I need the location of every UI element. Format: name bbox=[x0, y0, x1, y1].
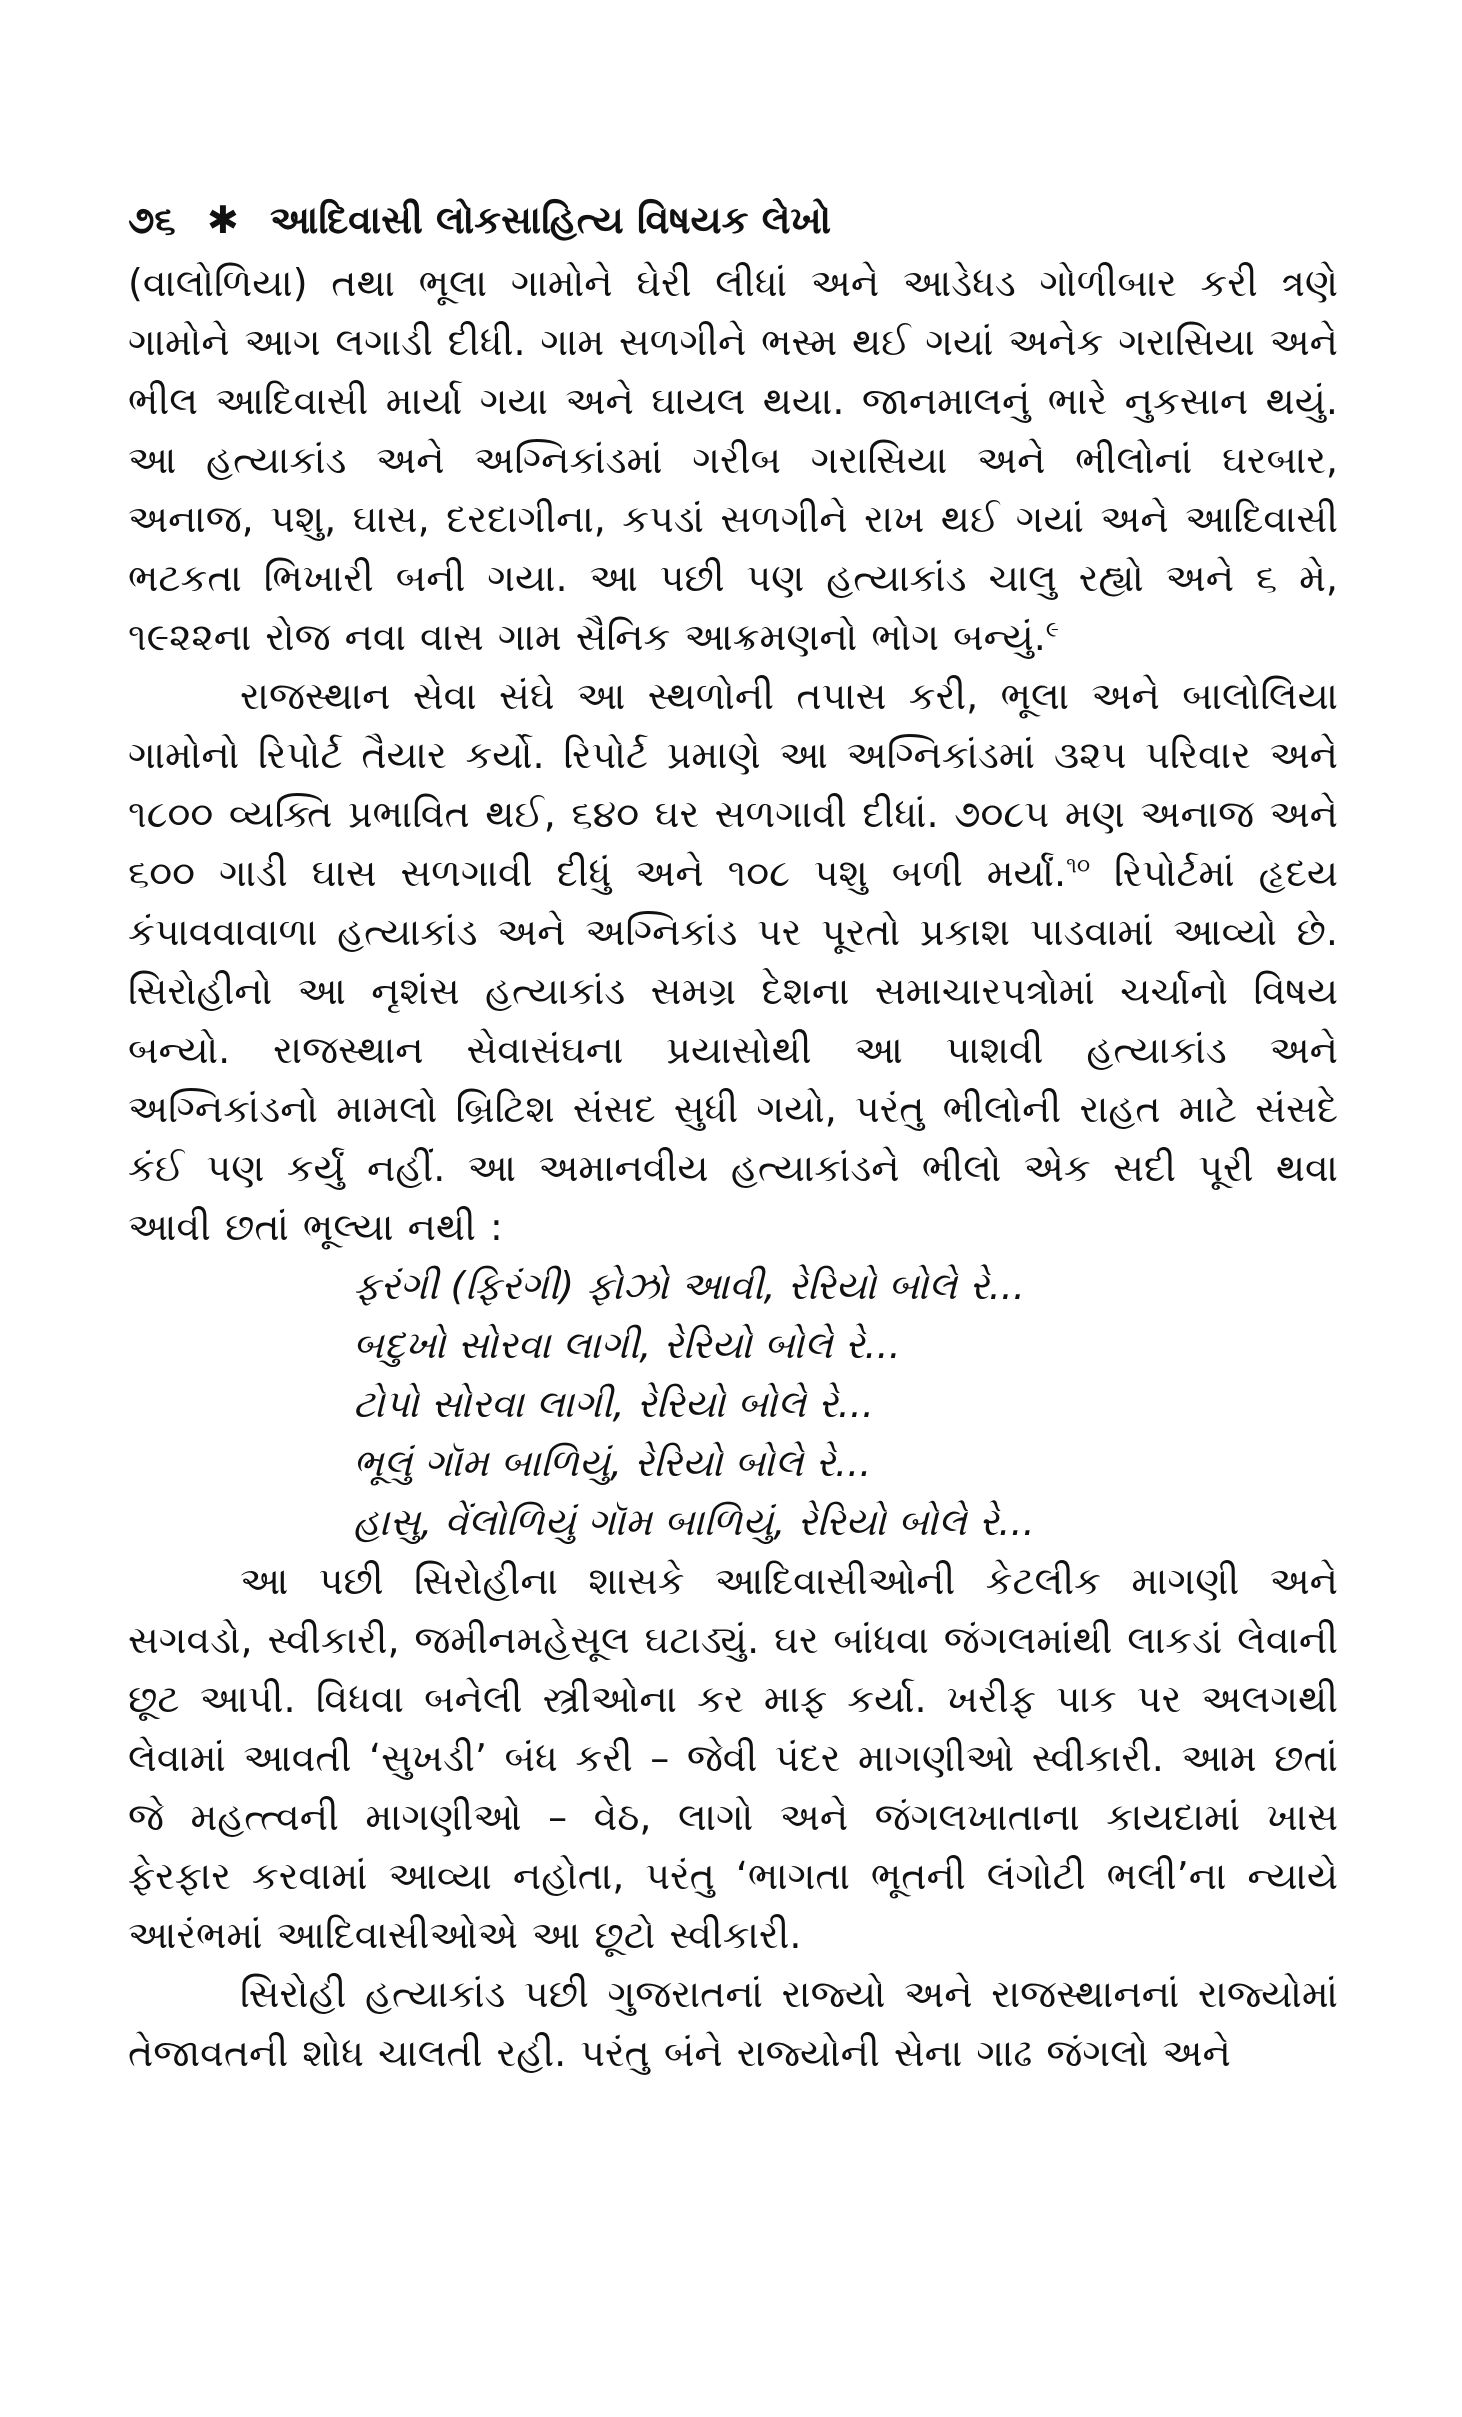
paragraph-4: સિરોહી હત્યાકાંડ પછી ગુજરાતનાં રાજ્યો અને રાજસ્થાનનાં રાજ્યોમાં તેજાવતની શોધ ચાલતી રહી. પરંતુ બંને રાજ્યોની સેના ગાઢ જંગલો અને bbox=[128, 1972, 1338, 2075]
verse-line: બદુખો સોરવા લાગી, રેરિયો બોલે રે... bbox=[353, 1323, 901, 1367]
paragraph-1 bbox=[128, 254, 1338, 667]
verse-line: ફરંગી (ફિરંગી) ફોઝો આવી, રેરિયો બોલે રે... bbox=[353, 1264, 1025, 1308]
paragraph-2-text: રાજસ્થાન સેવા સંઘે આ સ્થળોની તપાસ કરી, ભૂલા અને બાલોલિયા ગામોનો રિપોર્ટ તૈયાર કર્યો. રિપોર્ટ પ્રમાણે આ અગ્નિકાંડમાં ૩૨૫ પરિવાર અને ૧૮૦૦ વ્યક્તિ પ્રભાવિત થઈ, ૬૪૦ ઘર સળગાવી દીધાં. ૭૦૮૫ મણ અનાજ અને ૬૦૦ ગાડી ઘાસ સળગાવી દીધું અને ૧૦૮ પશુ બળી મર્યાં. bbox=[128, 674, 1338, 895]
running-head-title: આદિવાસી લોકસાહિત્ય વિષયક લેખો bbox=[270, 198, 832, 242]
paragraph-1-text: (વાલોળિયા) તથા ભૂલા ગામોને ઘેરી લીધાં અને આડેધડ ગોળીબાર કરી ત્રણે ગામોને આગ લગાડી દીધી. ગામ સળગીને ભસ્મ થઈ ગયાં અનેક ગરાસિયા અને ભીલ આદિવાસી માર્યા ગયા અને ઘાયલ થયા. જાનમાલનું ભારે નુકસાન થયું. આ હત્યાકાંડ અને અગ્નિકાંડમાં ગરીબ ગરાસિયા અને ભીલોનાં ઘરબાર, અનાજ, પશુ, ઘાસ, દરદાગીના, કપડાં સળગીને રાખ થઈ ગયાં અને આદિવાસી ભટકતા ભિખારી બની ગયા. આ પછી પણ હત્યાકાંડ ચાલુ રહ્યો અને ૬ મે, ૧૯૨૨ના રોજ નવા વાસ ગામ સૈનિક આક્રમણનો ભોગ બન્યું. bbox=[128, 261, 1338, 659]
verse-line: હાસુ, વેંલોળિયું ગૉમ બાળિયું, રેરિયો બોલે રે... bbox=[353, 1500, 1035, 1544]
footnote-ref-9: ૯ bbox=[1045, 617, 1059, 643]
paragraph-2-text-continued: રિપોર્ટમાં હૃદય કંપાવવાવાળા હત્યાકાંડ અને અગ્નિકાંડ પર પૂરતો પ્રકાશ પાડવામાં આવ્યો છે. સિરોહીનો આ નૃશંસ હત્યાકાંડ સમગ્ર દેશના સમાચારપત્રોમાં ચર્ચાનો વિષય બન્યો. રાજસ્થાન સેવાસંઘના પ્રયાસોથી આ પાશવી હત્યાકાંડ અને અગ્નિકાંડનો મામલો બ્રિટિશ સંસદ સુધી ગયો, પરંતુ ભીલોની રાહત માટે સંસદે કંઈ પણ કર્યું નહીં. આ અમાનવીય હત્યાકાંડને ભીલો એક સદી પૂરી થવા આવી છતાં ભૂલ્યા નથી : bbox=[128, 851, 1338, 1249]
page-number: ૭૬ bbox=[128, 198, 176, 242]
verse-line: ભૂલું ગૉમ બાળિયું, રેરિયો બોલે રે... bbox=[353, 1441, 872, 1485]
paragraph-3: આ પછી સિરોહીના શાસકે આદિવાસીઓની કેટલીક માગણી અને સગવડો, સ્વીકારી, જમીનમહેસૂલ ઘટાડ્યું. ઘર બાંધવા જંગલમાંથી લાકડાં લેવાની છૂટ આપી. વિધવા બનેલી સ્ત્રીઓના કર માફ કર્યા. ખરીફ પાક પર અલગથી લેવામાં આવતી ‘સુખડી’ બંધ કરી – જેવી પંદર માગણીઓ સ્વીકારી. આમ છતાં જે મહત્ત્વની માગણીઓ – વેઠ, લાગો અને જંગલખાતાના કાયદામાં ખાસ ફેરફાર કરવામાં આવ્યા નહોતા, પરંતુ ‘ભાગતા ભૂતની લંગોટી ભલી’ના ન્યાયે આરંભમાં આદિવાસીઓએ આ છૂટો સ્વીકારી. bbox=[128, 1559, 1338, 1957]
verse-line: ટોપો સોરવા લાગી, રેરિયો બોલે રે... bbox=[353, 1382, 874, 1426]
running-head bbox=[128, 190, 1338, 250]
book-page bbox=[128, 190, 1338, 2083]
paragraph-2 bbox=[128, 667, 1338, 1257]
footnote-ref-10: ૧૦ bbox=[1066, 853, 1091, 879]
asterisk-separator-icon: ✱ bbox=[206, 198, 239, 242]
folk-song-verse bbox=[128, 1257, 1338, 1552]
